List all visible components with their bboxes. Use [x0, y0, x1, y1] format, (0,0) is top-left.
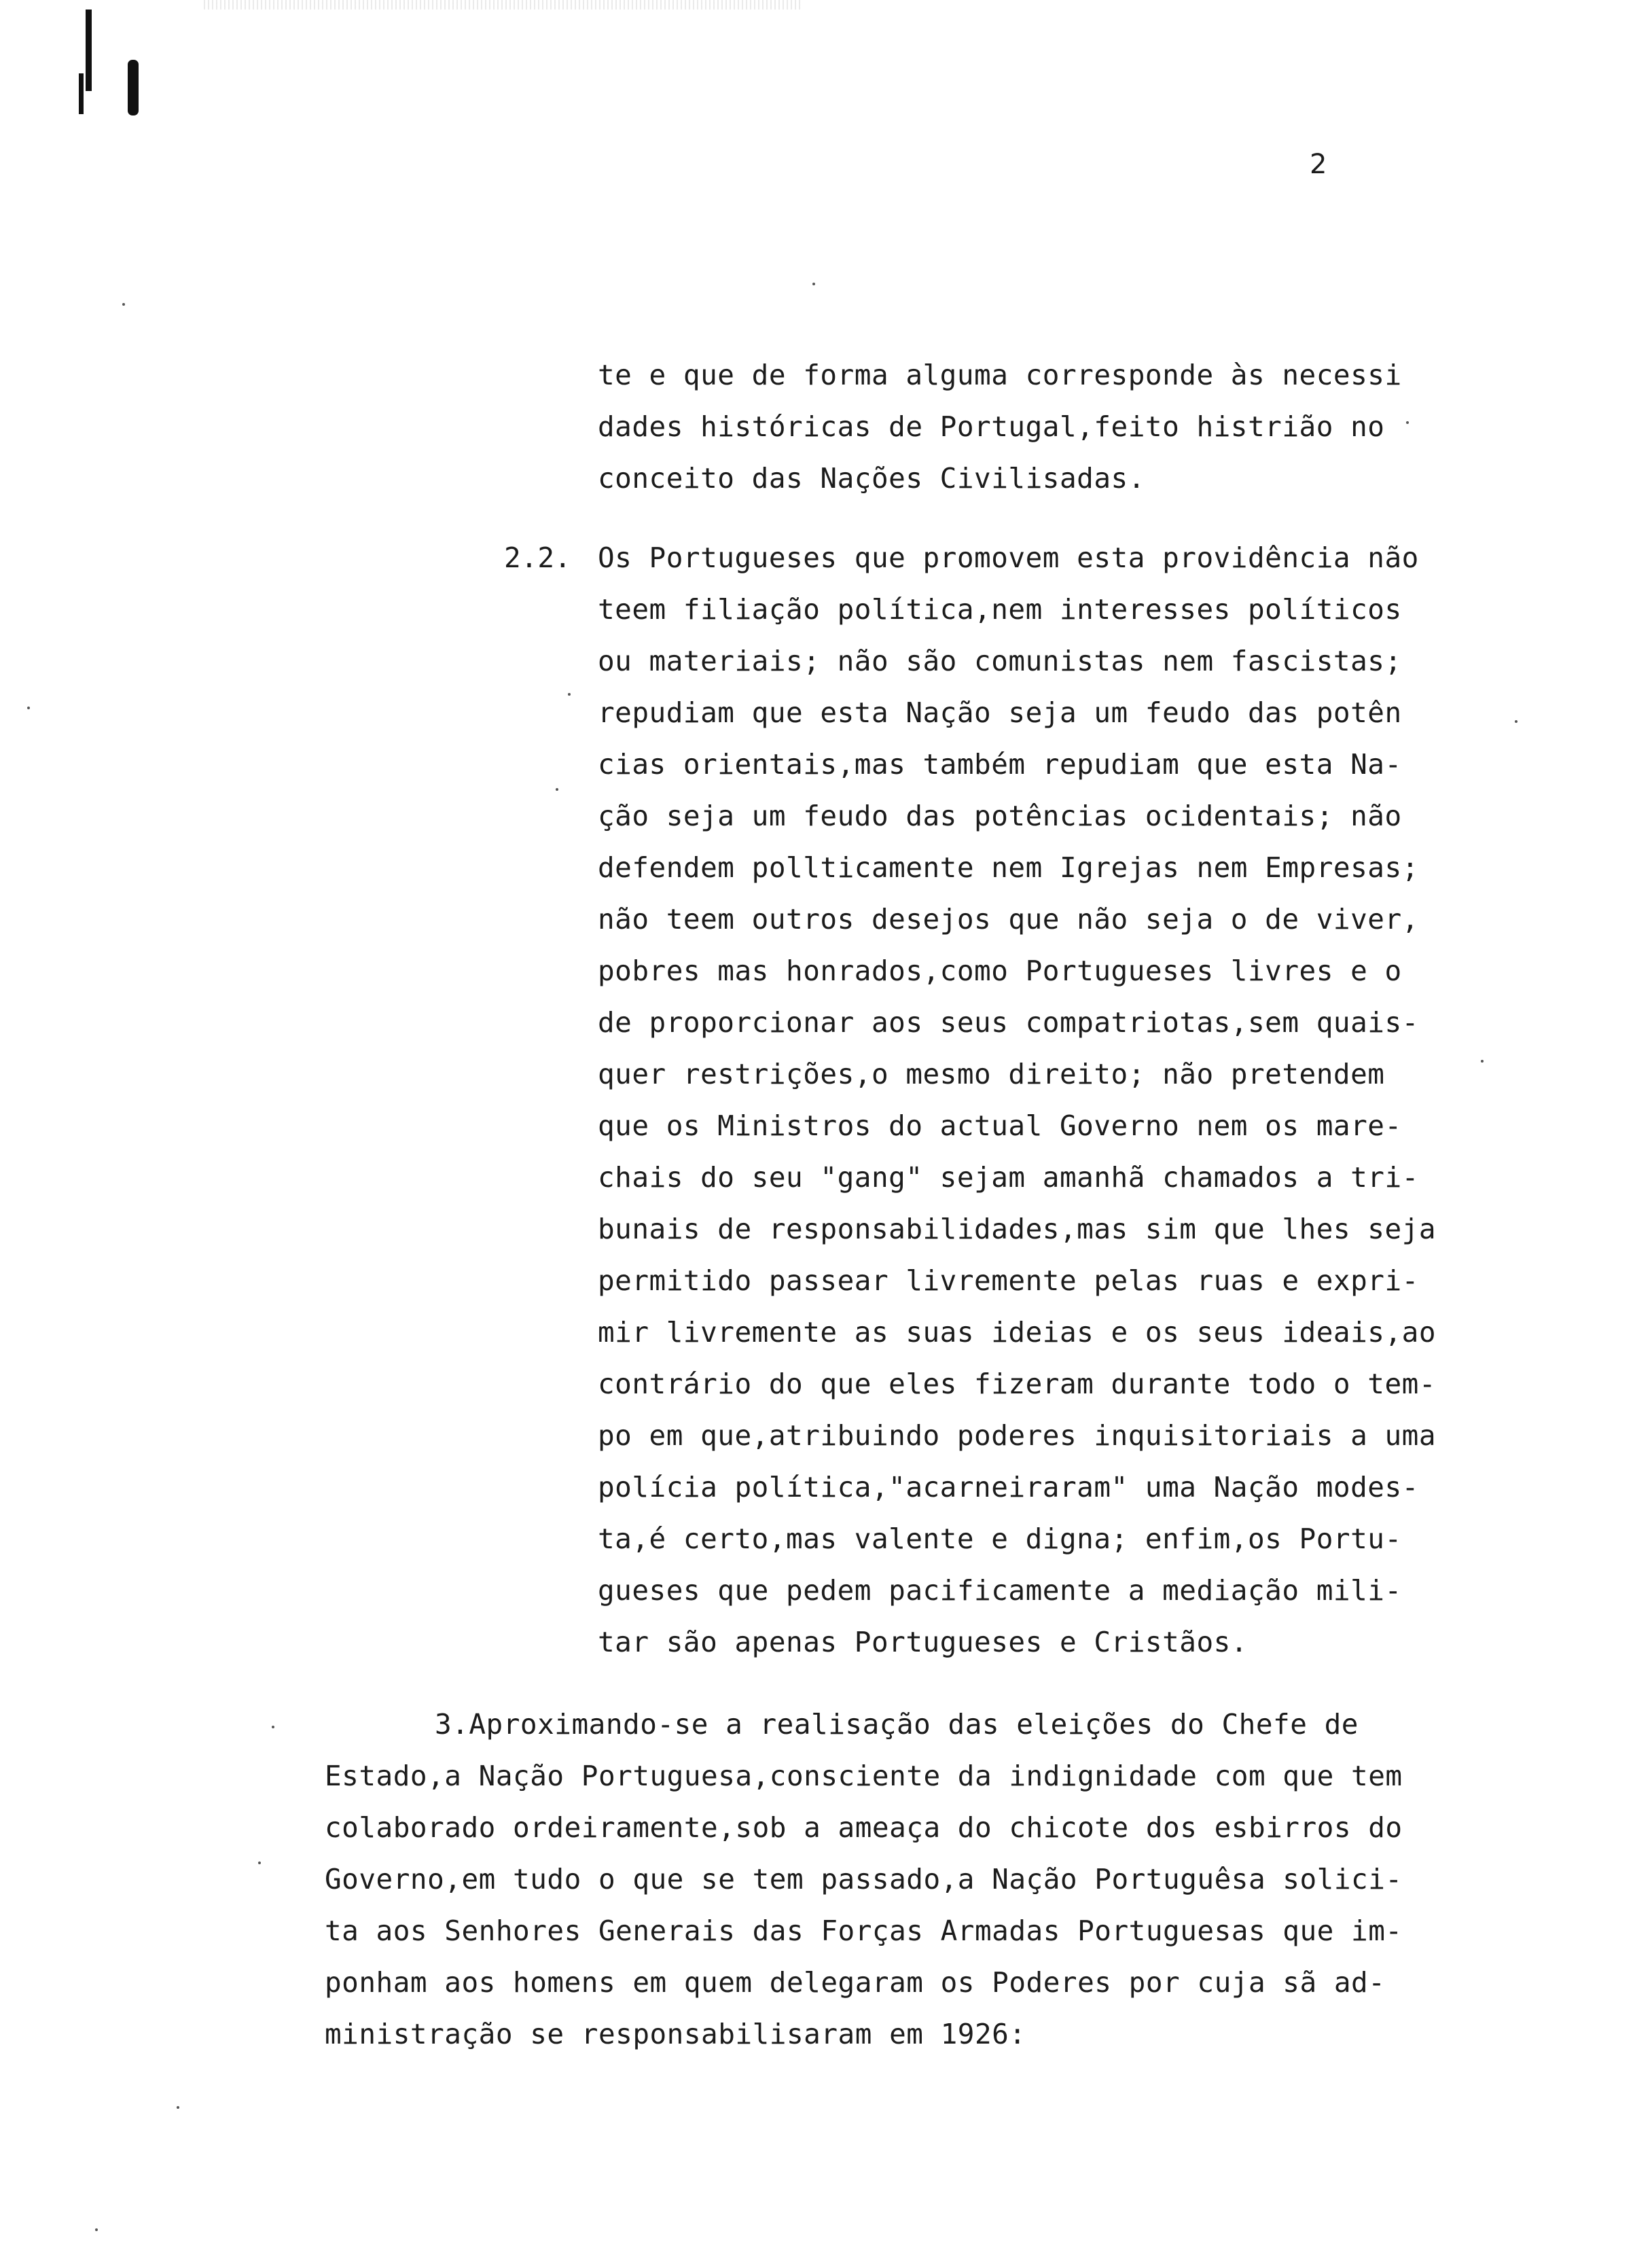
- text-line: bunais de responsabilidades,mas sim que lhes seja: [598, 1213, 1437, 1245]
- scan-artifact-stripe: [204, 0, 802, 10]
- text-line: teem filiação política,nem interesses políticos: [598, 593, 1402, 626]
- text-line: que os Ministros do actual Governo nem os mare-: [598, 1109, 1402, 1142]
- binding-mark: [79, 73, 84, 114]
- text-line: mir livremente as suas ideias e os seus ideais,ao: [598, 1316, 1437, 1349]
- scan-speck: [812, 283, 815, 285]
- text-line: ta aos Senhores Generais das Forças Armadas Portuguesas que im-: [325, 1915, 1403, 1947]
- scan-speck: [1515, 720, 1518, 723]
- scan-speck: [27, 707, 30, 709]
- scan-speck: [95, 2228, 98, 2231]
- text-line: Estado,a Nação Portuguesa,consciente da indignidade com que tem: [325, 1760, 1403, 1792]
- text-line: polícia política,"acarneiraram" uma Nação modes-: [598, 1471, 1419, 1503]
- section-number: 2.2.: [504, 541, 571, 574]
- scan-speck: [556, 788, 558, 791]
- text-line: cias orientais,mas também repudiam que esta Na-: [598, 748, 1402, 781]
- text-line: de proporcionar aos seus compatriotas,sem quais-: [598, 1006, 1419, 1039]
- text-line: defendem pollticamente nem Igrejas nem Empresas;: [598, 851, 1419, 884]
- text-line: Os Portugueses que promovem esta providência não: [598, 541, 1419, 574]
- text-line: gueses que pedem pacificamente a mediação mili-: [598, 1574, 1402, 1607]
- text-line: dades históricas de Portugal,feito histrião no: [598, 410, 1385, 443]
- scan-speck: [258, 1862, 261, 1864]
- scan-speck: [568, 693, 571, 696]
- scan-speck: [177, 2106, 179, 2109]
- binding-mark: [128, 60, 139, 115]
- text-line: ponham aos homens em quem delegaram os Poderes por cuja sã ad-: [325, 1966, 1386, 1999]
- text-line: ta,é certo,mas valente e digna; enfim,os Portu-: [598, 1523, 1402, 1555]
- text-line: Governo,em tudo o que se tem passado,a Nação Portuguêsa solici-: [325, 1863, 1403, 1895]
- text-line: colaborado ordeiramente,sob a ameaça do chicote dos esbirros do: [325, 1811, 1403, 1844]
- text-line: quer restrições,o mesmo direito; não pretendem: [598, 1058, 1385, 1090]
- binding-mark: [86, 10, 92, 91]
- text-line: ção seja um feudo das potências ocidentais; não: [598, 800, 1402, 832]
- scan-speck: [1481, 1060, 1484, 1063]
- scan-speck: [1406, 421, 1409, 424]
- text-line: ministração se responsabilisaram em 1926:: [325, 2018, 1026, 2050]
- text-line: conceito das Nações Civilisadas.: [598, 462, 1145, 495]
- text-line: chais do seu "gang" sejam amanhã chamados a tri-: [598, 1161, 1419, 1194]
- text-line: tar são apenas Portugueses e Cristãos.: [598, 1626, 1248, 1658]
- page-number: 2: [1310, 149, 1327, 180]
- text-line: repudiam que esta Nação seja um feudo das potên: [598, 696, 1402, 729]
- text-line: pobres mas honrados,como Portugueses livres e o: [598, 955, 1402, 987]
- scan-speck: [122, 303, 125, 306]
- text-line: contrário do que eles fizeram durante todo o tem-: [598, 1368, 1437, 1400]
- text-line: ou materiais; não são comunistas nem fascistas;: [598, 645, 1402, 677]
- text-line: te e que de forma alguma corresponde às necessi: [598, 359, 1402, 391]
- scan-speck: [272, 1726, 274, 1728]
- text-line: po em que,atribuindo poderes inquisitoriais a uma: [598, 1419, 1437, 1452]
- text-line: não teem outros desejos que não seja o de viver,: [598, 903, 1419, 936]
- text-line: permitido passear livremente pelas ruas e expri-: [598, 1264, 1419, 1297]
- text-line: 3.Aproximando-se a realisação das eleições do Chefe de: [435, 1708, 1359, 1741]
